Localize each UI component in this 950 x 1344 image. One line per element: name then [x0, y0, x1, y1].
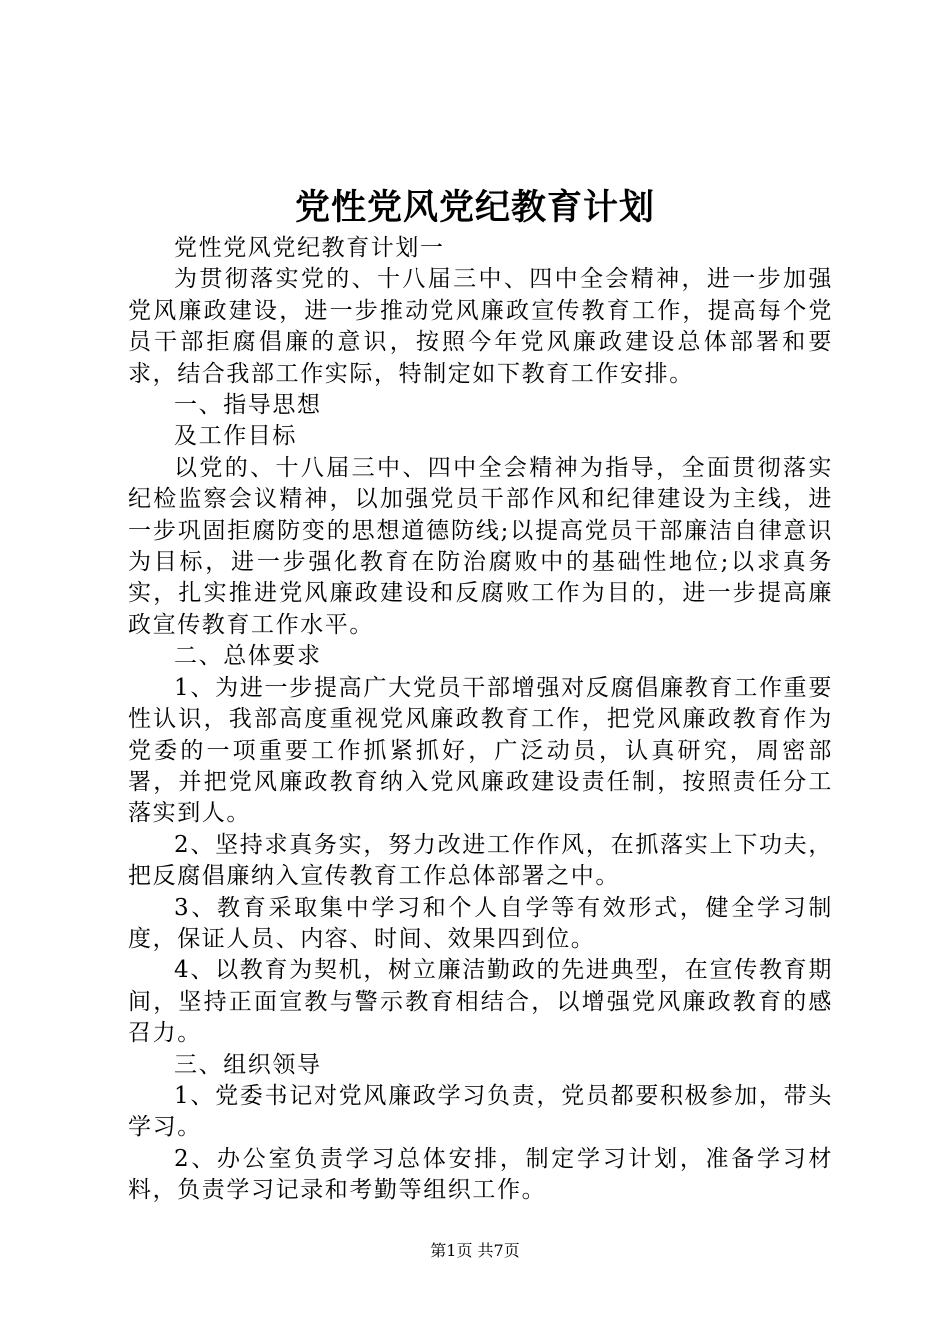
- requirement-item-3: 3、教育采取集中学习和个人自学等有效形式，健全学习制度，保证人员、内容、时间、效果四到位。: [128, 894, 833, 952]
- organization-item-2: 2、办公室负责学习总体安排，制定学习计划，准备学习材料，负责学习记录和考勤等组织工作。: [128, 1145, 833, 1204]
- heading-organization: 三、组织领导: [174, 1051, 322, 1078]
- paragraph-guiding-content: 以党的、十八届三中、四中全会精神为指导，全面贯彻落实纪检监察会议精神，以加强党员干部作风和纪律建设为主线，进一步巩固拒腐防变的思想道德防线;以提高党员干部廉洁自律意识为目标，进一步强化教育在防治腐败中的基础性地位;以求真务实，扎实推进党风廉政建设和反腐败工作为目的，进一步提高廉政宣传教育工作水平。: [128, 454, 833, 638]
- requirement-item-1: 1、为进一步提高广大党员干部增强对反腐倡廉教育工作重要性认识，我部高度重视党风廉政教育工作，把党风廉政教育作为党委的一项重要工作抓紧抓好，广泛动员，认真研究，周密部署，并把党风廉政教育纳入党风廉政建设责任制，按照责任分工落实到人。: [128, 674, 833, 827]
- page-number-footer: 第1页 共7页: [430, 1241, 520, 1260]
- document-title: 党性党风党纪教育计划: [294, 187, 655, 228]
- paragraph-subtitle: 党性党风党纪教育计划一: [174, 235, 445, 261]
- heading-overall-requirements: 二、总体要求: [174, 643, 322, 670]
- heading-work-goal: 及工作目标: [174, 423, 297, 450]
- document-body: [128, 233, 833, 1207]
- requirement-item-2: 2、坚持求真务实，努力改进工作作风，在抓落实上下功夫，把反腐倡廉纳入宣传教育工作总体部署之中。: [128, 831, 833, 890]
- heading-guiding-thought: 一、指导思想: [174, 392, 322, 419]
- organization-item-1: 1、党委书记对党风廉政学习负责，党员都要积极参加，带头学习。: [128, 1082, 833, 1141]
- paragraph-intro: 为贯彻落实党的、十八届三中、四中全会精神，进一步加强党风廉政建设，进一步推动党风廉政宣传教育工作，提高每个党员干部拒腐倡廉的意识，按照今年党风廉政建设总体部署和要求，结合我部工作实际，特制定如下教育工作安排。: [128, 266, 833, 387]
- requirement-item-4: 4、以教育为契机，树立廉洁勤政的先进典型，在宣传教育期间，坚持正面宣教与警示教育相结合，以增强党风廉政教育的感召力。: [128, 957, 833, 1047]
